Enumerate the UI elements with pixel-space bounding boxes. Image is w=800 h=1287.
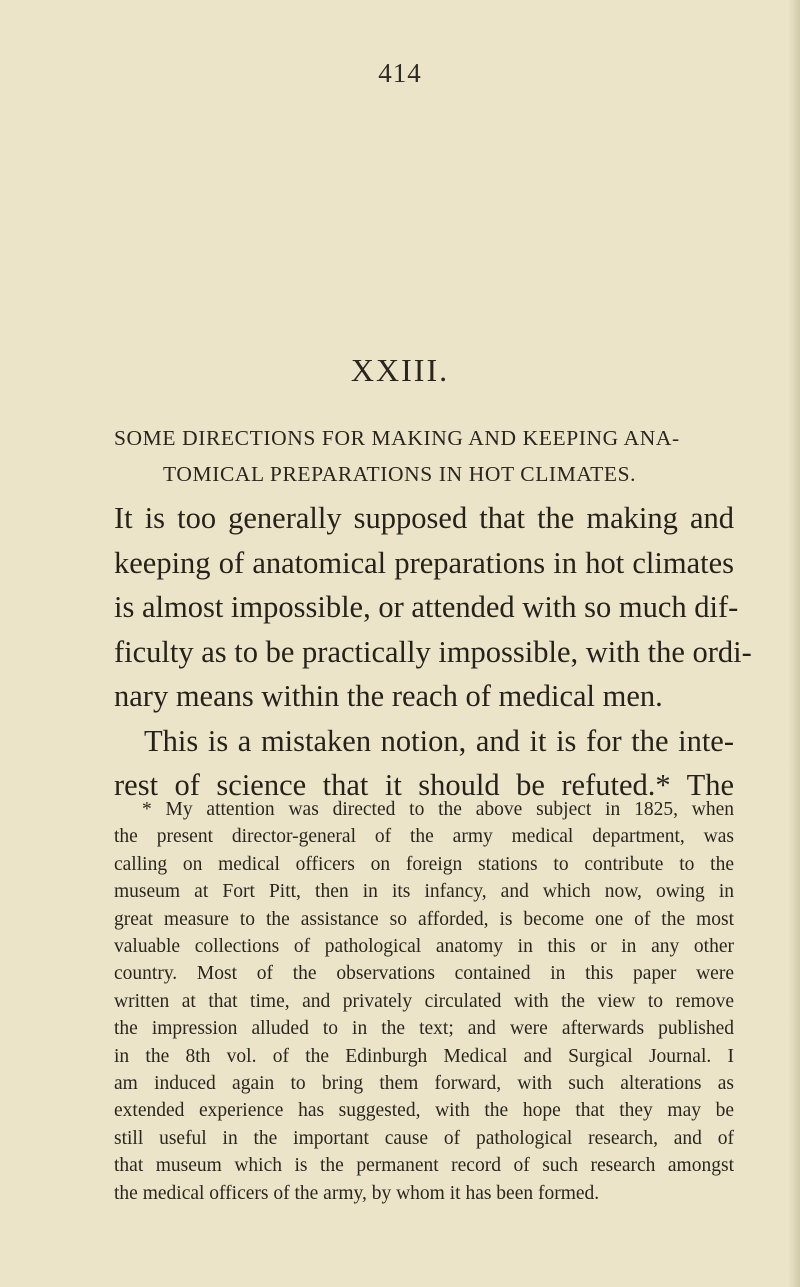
body-line: nary means within the reach of medical men. [114, 679, 663, 713]
body-paragraph [114, 496, 752, 808]
footnote-line: written at that time, and privately circulated with the view to remove [114, 990, 734, 1012]
body-line: ficulty as to be practically impossible, with the ordi- [114, 634, 752, 669]
chapter-title [114, 420, 734, 492]
chapter-title-line: SOME DIRECTIONS FOR MAKING AND KEEPING ANA- [114, 426, 680, 450]
body-line: It is too generally supposed that the making and [114, 501, 734, 535]
footnote-line: the present director-general of the army medical department, was [114, 826, 734, 848]
footnote [114, 796, 734, 1207]
chapter-title-line: TOMICAL PREPARATIONS IN HOT CLIMATES. [163, 462, 637, 486]
page-edge-shadow [788, 0, 800, 1287]
body-line: This is a mistaken notion, and it is for the inte- [144, 723, 734, 758]
body-line: is almost impossible, or attended with so much dif- [114, 590, 739, 624]
footnote-line: museum at Fort Pitt, then in its infancy, and which now, owing in [114, 881, 734, 903]
footnote-line: the medical officers of the army, by whom it has been formed. [114, 1182, 600, 1204]
footnote-line: the impression alluded to in the text; and were afterwards published [114, 1018, 734, 1040]
footnote-line: * My attention was directed to the above subject in 1825, when [142, 799, 734, 820]
footnote-line: extended experience has suggested, with the hope that they may be [114, 1100, 734, 1122]
footnote-line: that museum which is the permanent record of such research amongst [114, 1155, 734, 1177]
chapter-numeral: XXIII. [350, 352, 450, 388]
footnote-line: great measure to the assistance so afforded, is become one of the most [114, 908, 734, 930]
page-number: 414 [378, 58, 422, 88]
footnote-line: still useful in the important cause of pathological research, and of [114, 1127, 734, 1149]
footnote-line: in the 8th vol. of the Edinburgh Medical and Surgical Journal. I [114, 1045, 734, 1067]
footnote-line: valuable collections of pathological anatomy in this or in any other [114, 936, 734, 958]
footnote-line: am induced again to bring them forward, with such alterations as [114, 1073, 734, 1095]
footnote-line: country. Most of the observations contained in this paper were [114, 963, 734, 985]
body-line: rest of science that it should be refuted.* The [114, 768, 734, 802]
footnote-line: calling on medical officers on foreign stations to contribute to the [114, 853, 734, 875]
body-line: keeping of anatomical preparations in hot climates [114, 545, 734, 580]
